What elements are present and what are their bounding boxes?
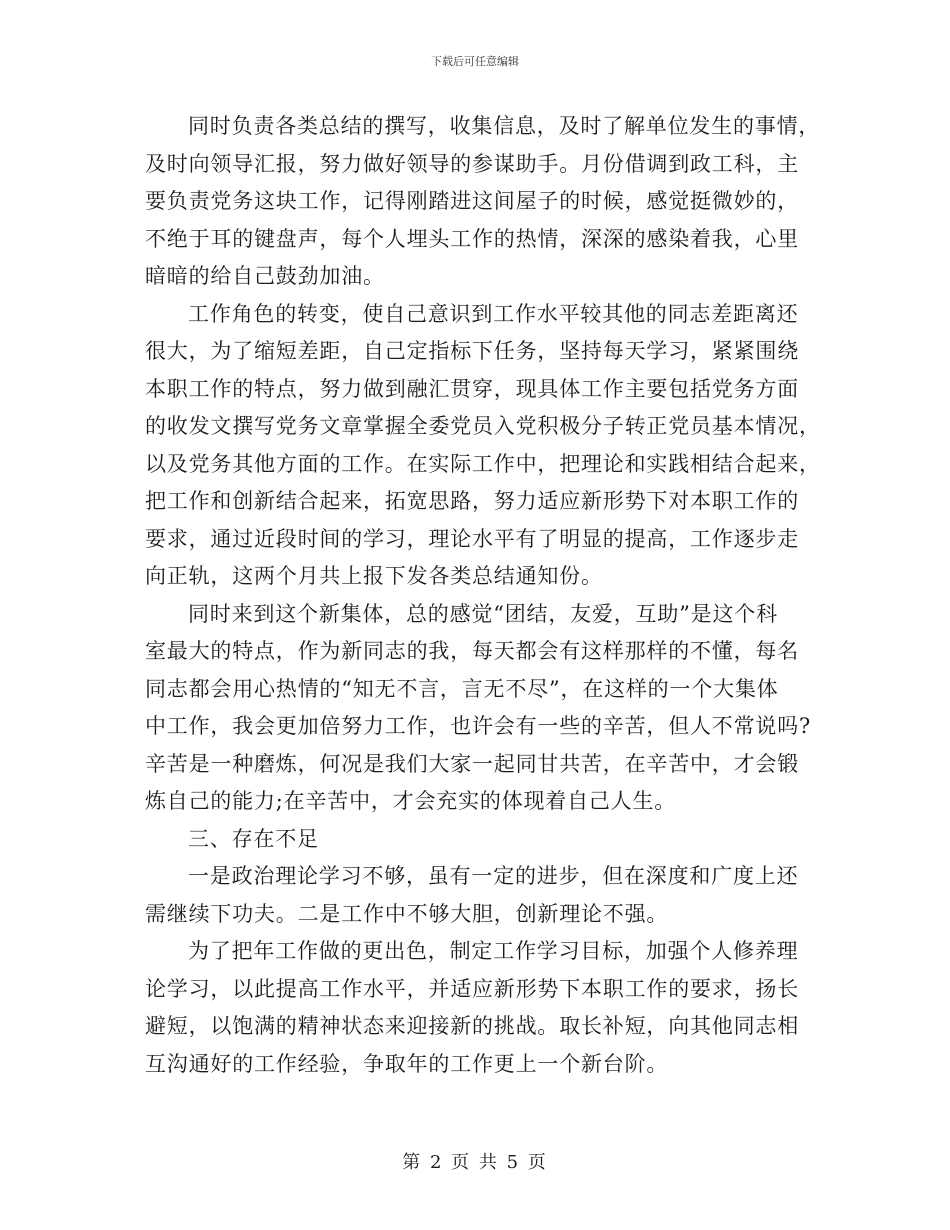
text-line: 为了把年工作做的更出色，制定工作学习目标，加强个人修养理 [188, 939, 799, 963]
text-line: 向正轨，这两个月共上报下发各类总结通知份。 [145, 564, 603, 588]
page-number: 第 2 页 共 5 页 [402, 1152, 548, 1173]
document-body [145, 108, 821, 1083]
text-line: 论学习，以此提高工作水平，并适应新形势下本职工作的要求，扬长 [145, 976, 799, 1001]
text-line: 本职工作的特点，努力做到融汇贯穿，现具体工作主要包括党务方面 [145, 376, 799, 401]
text-line: 不绝于耳的键盘声，每个人埋头工作的热情，深深的感染着我，心里 [145, 226, 799, 251]
text-line: 一是政治理论学习不够，虽有一定的进步，但在深度和广度上还 [188, 864, 799, 888]
text-line: 同时来到这个新集体，总的感觉“团结，友爱，互助”是这个科 [188, 601, 778, 626]
text-line: 避短，以饱满的精神状态来迎接新的挑战。取长补短，向其他同志相 [145, 1014, 799, 1038]
text-line: 的收发文撰写党务文章掌握全委党员入党积极分子转正党员基本情况， [145, 414, 821, 438]
text-line: 要求，通过近段时间的学习，理论水平有了明显的提高，工作逐步走 [145, 526, 799, 551]
text-line: 炼自己的能力;在辛苦中，才会充实的体现着自己人生。 [145, 789, 677, 813]
text-line: 暗暗的给自己鼓劲加油。 [145, 264, 385, 288]
text-line: 辛苦是一种磨炼，何况是我们大家一起同甘共苦，在辛苦中，才会锻 [145, 751, 799, 776]
text-line: 室最大的特点，作为新同志的我，每天都会有这样那样的不懂，每名 [145, 639, 799, 663]
text-line: 把工作和创新结合起来，拓宽思路，努力适应新形势下对本职工作的 [145, 489, 799, 513]
text-line: 以及党务其他方面的工作。在实际工作中，把理论和实践相结合起来， [145, 451, 821, 476]
section-heading: 三、存在不足 [188, 826, 319, 851]
page-header-note: 下载后可任意编辑 [431, 55, 519, 68]
text-line: 同时负责各类总结的撰写，收集信息，及时了解单位发生的事情， [188, 114, 821, 138]
text-line: 同志都会用心热情的“知无不言，言无不尽”，在这样的一个大集体 [145, 676, 779, 701]
text-line: 需继续下功夫。二是工作中不够大胆，创新理论不强。 [145, 901, 669, 926]
text-line: 工作角色的转变，使自己意识到工作水平较其他的同志差距离还 [188, 301, 799, 326]
text-line: 中工作，我会更加倍努力工作，也许会有一些的辛苦，但人不常说吗? [145, 714, 812, 738]
text-line: 很大，为了缩短差距，自己定指标下任务，坚持每天学习，紧紧围绕 [145, 339, 799, 363]
text-line: 要负责党务这块工作，记得刚踏进这间屋子的时候，感觉挺微妙的， [145, 189, 799, 213]
text-line: 及时向领导汇报，努力做好领导的参谋助手。月份借调到政工科，主 [145, 151, 799, 176]
text-line: 互沟通好的工作经验，争取年的工作更上一个新台阶。 [145, 1051, 669, 1076]
